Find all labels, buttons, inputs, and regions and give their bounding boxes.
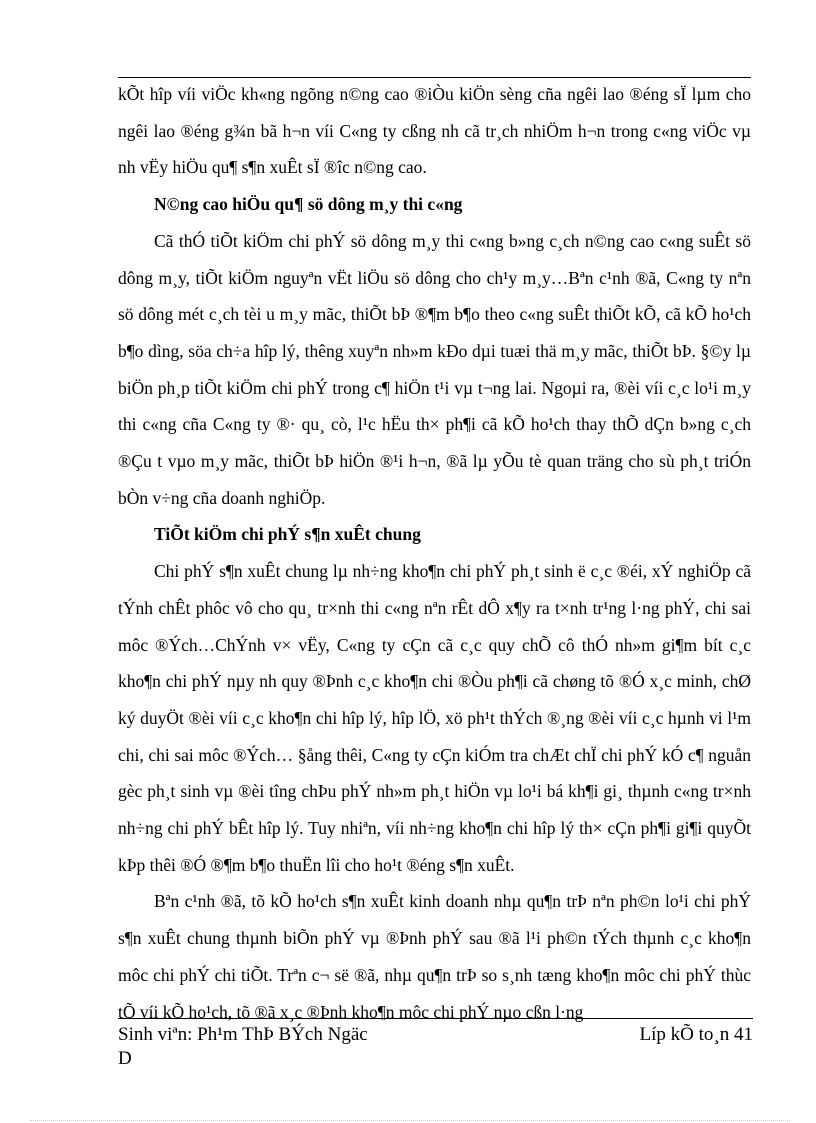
section-heading-overhead-savings: TiÕt kiÖm chi phÝ s¶n xuÊt chung [154,524,421,545]
footer-student-name: Sinh viªn: Ph¹m ThÞ BÝch Ngäc [118,1024,368,1045]
paragraph-machine-costs: Cã thÓ tiÕt kiÖm chi phÝ sö dông m¸y thi c«ng b»ng c¸ch n©ng cao c«ng suÊt sö dông m¸y, tiÕt kiÖm nguyªn vËt liÖu sö dông cho ch¹y m¸y…Bªn c¹nh ®ã, C«ng ty nªn sö dông mét c¸ch tèi u m¸y mãc, thiÕt bÞ ®¶m b¶o theo c«ng suÊt thiÕt kÕ, cã kÕ ho¹ch b¶o dìng, söa ch÷a hîp lý, thêng xuyªn nh»m kÐo dµi tuæi thä m¸y mãc, thiÕt bÞ. §©y lµ biÖn ph¸p tiÕt kiÖm chi phÝ trong c¶ hiÖn t¹i vµ t¬ng lai. Ngoµi ra, ®èi víi c¸c lo¹i m¸y thi c«ng cña C«ng ty ®· qu¸ cò, l¹c hËu th× ph¶i cã kÕ ho¹ch thay thÕ dÇn b»ng c¸ch ®Çu t vµo m¸y mãc, thiÕt bÞ hiÖn ®¹i h¬n, ®ã lµ yÕu tè quan träng cho sù ph¸t triÓn bÒn v÷ng cña doanh nghiÖp. [118,230,751,508]
paragraph-cost-classification: Bªn c¹nh ®ã, tõ kÕ ho¹ch s¶n xuÊt kinh doanh nhµ qu¶n trÞ nªn ph©n lo¹i chi phÝ s¶n xuÊt chung thµnh biÕn phÝ vµ ®Þnh phÝ sau ®ã l¹i ph©n tÝch thµnh c¸c kho¶n môc chi phÝ chi tiÕt. Trªn c¬ së ®ã, nhµ qu¶n trÞ so s¸nh tæng kho¶n môc chi phÝ thùc tÕ víi kÕ ho¹ch, tõ ®ã x¸c ®Þnh kho¶n môc chi phÝ nµo cßn l·ng [118,891,751,1022]
paragraph-continuation: kÕt hîp víi viÖc kh«ng ngõng n©ng cao ®iÒu kiÖn sèng cña ngêi lao ®éng sÏ lµm cho ngêi lao ®éng g¾n bã h¬n víi C«ng ty cßng nh cã tr¸ch nhiÖm h¬n trong c«ng viÖc vµ nh vËy hiÖu qu¶ s¶n xuÊt sÏ ®îc n©ng cao. [118,84,751,178]
page-body [118,76,751,1030]
section-heading-machine-efficiency: N©ng cao hiÖu qu¶ sö dông m¸y thi c«ng [154,194,463,215]
paragraph-overhead-costs: Chi phÝ s¶n xuÊt chung lµ nh÷ng kho¶n chi phÝ ph¸t sinh ë c¸c ®éi, xÝ nghiÖp cã tÝnh chÊt phôc vô cho qu¸ tr×nh thi c«ng nªn rÊt dÔ x¶y ra t×nh tr¹ng l·ng phÝ, chi sai môc ®Ých…ChÝnh v× vËy, C«ng ty cÇn cã c¸c quy chÕ cô thÓ nh»m gi¶m bít c¸c kho¶n chi phÝ nµy nh quy ®Þnh c¸c kho¶n chi ®Òu ph¶i cã chøng tõ ®Ó x¸c minh, chØ ký duyÖt ®èi víi c¸c kho¶n chi hîp lý, hîp lÖ, xö ph¹t thÝch ®¸ng ®èi víi c¸c hµnh vi l¹m chi, chi sai môc ®Ých… §ång thêi, C«ng ty cÇn kiÓm tra chÆt chÏ chi phÝ kÓ c¶ nguån gèc ph¸t sinh vµ ®èi tîng chÞu phÝ nh»m ph¸t hiÖn vµ lo¹i bá kh¶i gi¸ thµnh c«ng tr×nh nh÷ng chi phÝ bÊt hîp lý. Tuy nhiªn, víi nh÷ng kho¶n chi hîp lý th× cÇn ph¶i gi¶i quyÕt kÞp thêi ®Ó ®¶m b¶o thuËn lîi cho ho¹t ®éng s¶n xuÊt. [118,561,751,875]
footer-class-suffix: D [118,1048,132,1069]
footer-class-name: Líp kÕ to¸n 41 [639,1024,753,1045]
footer-rule [118,1018,753,1019]
page-bottom-edge [30,1120,790,1121]
